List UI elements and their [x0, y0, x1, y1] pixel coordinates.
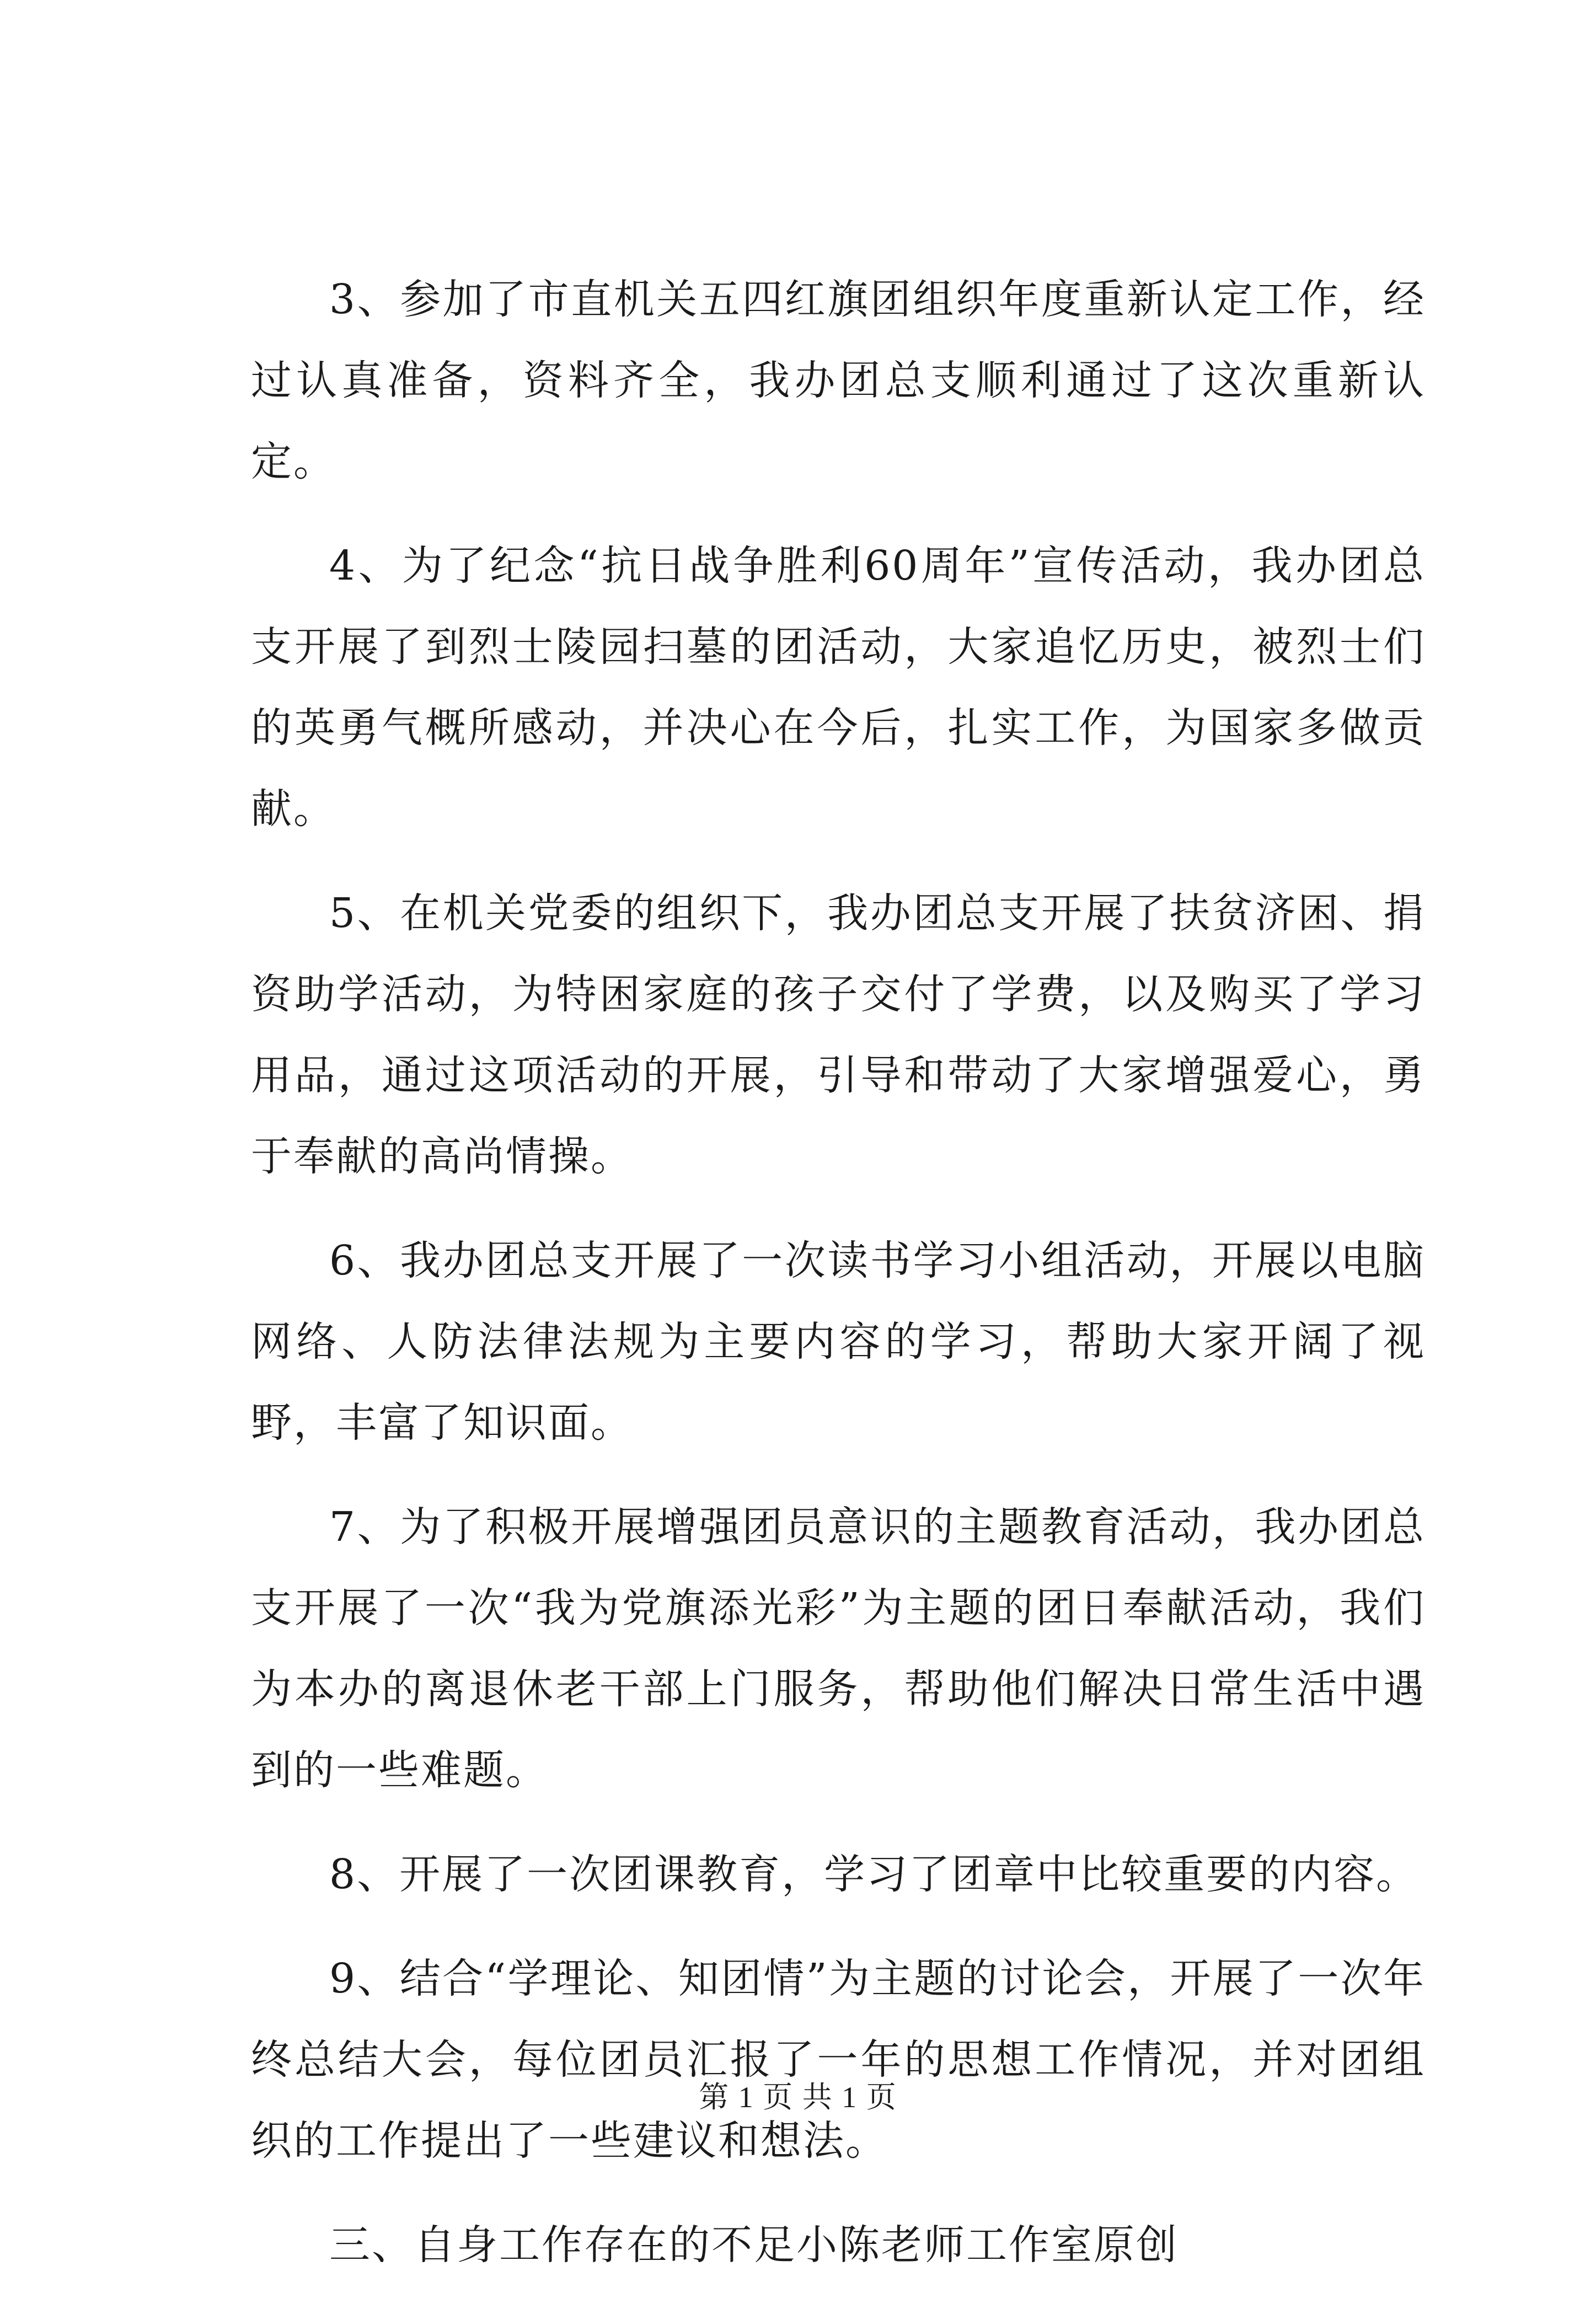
document-body: [251, 259, 1426, 2309]
paragraph-item-3: 3、参加了市直机关五四红旗团组织年度重新认定工作，经过认真准备，资料齐全，我办团总支顺利通过了这次重新认定。: [251, 276, 1426, 485]
page-number-footer: 第 1 页 共 1 页: [699, 2081, 897, 2114]
paragraph-item-4: 4、为了纪念“抗日战争胜利60周年”宣传活动，我办团总支开展了到烈士陵园扫墓的团活动，大家追忆历史，被烈士们的英勇气概所感动，并决心在今后，扎实工作，为国家多做贡献。: [251, 542, 1426, 833]
paragraph-item-5: 5、在机关党委的组织下，我办团总支开展了扶贫济困、捐资助学活动，为特困家庭的孩子交付了学费，以及购买了学习用品，通过这项活动的开展，引导和带动了大家增强爱心，勇于奉献的高尚情操。: [251, 890, 1426, 1180]
paragraph-item-7: 7、为了积极开展增强团员意识的主题教育活动，我办团总支开展了一次“我为党旗添光彩”为主题的团日奉献活动，我们为本办的离退休老干部上门服务，帮助他们解决日常生活中遇到的一些难题。: [251, 1503, 1426, 1794]
section-heading-shortcomings: 三、自身工作存在的不足小陈老师工作室原创: [329, 2221, 1179, 2269]
paragraph-item-8: 8、开展了一次团课教育，学习了团章中比较重要的内容。: [329, 1851, 1419, 1898]
paragraph-item-9: 9、结合“学理论、知团情”为主题的讨论会，开展了一次年终总结大会，每位团员汇报了一年的思想工作情况，并对团组织的工作提出了一些建议和想法。: [251, 1955, 1426, 2165]
paragraph-item-6: 6、我办团总支开展了一次读书学习小组活动，开展以电脑网络、人防法律法规为主要内容的学习，帮助大家开阔了视野，丰富了知识面。: [251, 1237, 1426, 1447]
